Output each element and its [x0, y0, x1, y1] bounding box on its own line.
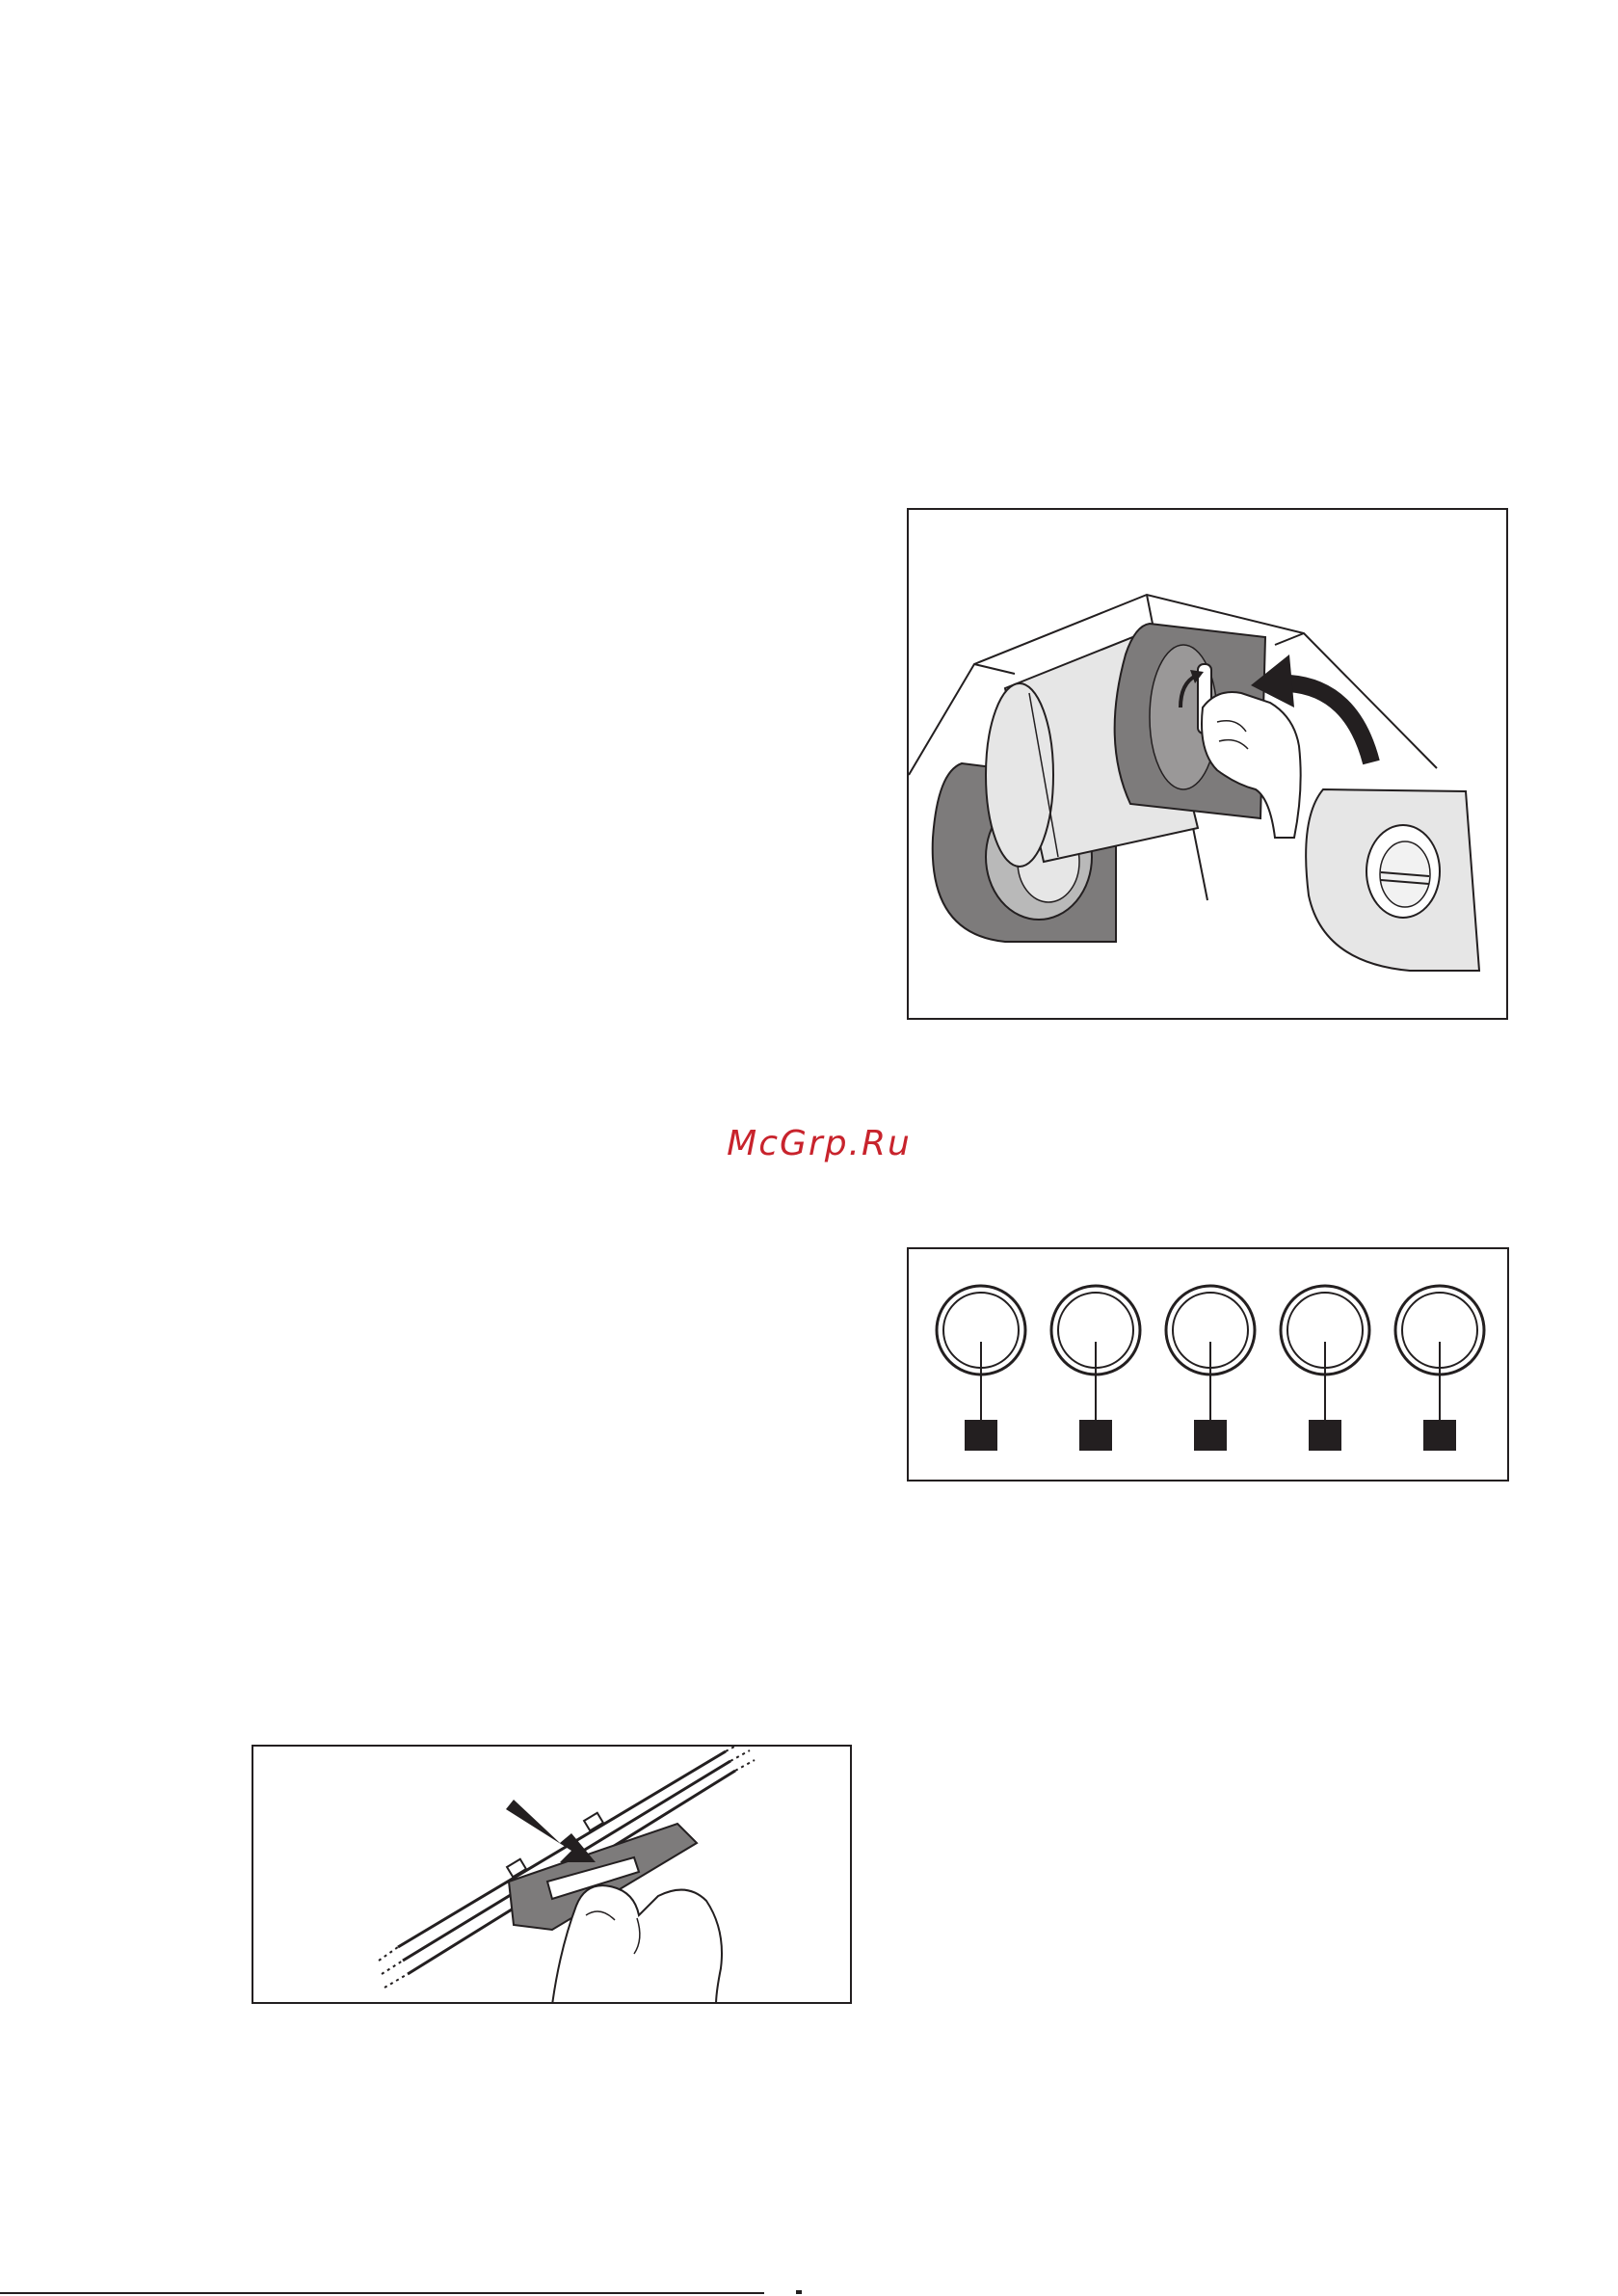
push-arrow-icon [506, 1800, 596, 1862]
watermark: McGrp.Ru [727, 1124, 912, 1163]
rail-clip [507, 1859, 526, 1878]
rail-continuation [385, 1974, 408, 1988]
filter-installation-figure [907, 508, 1508, 1020]
hand-icon [552, 1885, 722, 2004]
button-4 [1281, 1286, 1369, 1451]
indicator-icon [965, 1420, 997, 1451]
rail-continuation [382, 1961, 403, 1974]
rail-continuation [379, 1947, 398, 1961]
indicator-icon [1194, 1420, 1227, 1451]
grease-filter-rail-illustration [253, 1747, 852, 2004]
button-5 [1395, 1286, 1484, 1451]
control-buttons-illustration [909, 1249, 1509, 1482]
button-1 [937, 1286, 1025, 1451]
footer-rule [0, 2292, 764, 2294]
curved-arrow-icon [1289, 683, 1371, 762]
footer-mark [796, 2290, 802, 2294]
button-2 [1051, 1286, 1140, 1451]
hood-edge [974, 664, 1015, 674]
button-3 [1166, 1286, 1255, 1451]
indicator-icon [1423, 1420, 1456, 1451]
rail-clip [584, 1813, 603, 1831]
grease-filter-rail-figure [252, 1745, 852, 2004]
hood-edge [1275, 633, 1304, 645]
filter-installation-illustration [909, 510, 1508, 1020]
indicator-icon [1079, 1420, 1112, 1451]
control-buttons-figure [907, 1247, 1509, 1482]
indicator-icon [1309, 1420, 1341, 1451]
